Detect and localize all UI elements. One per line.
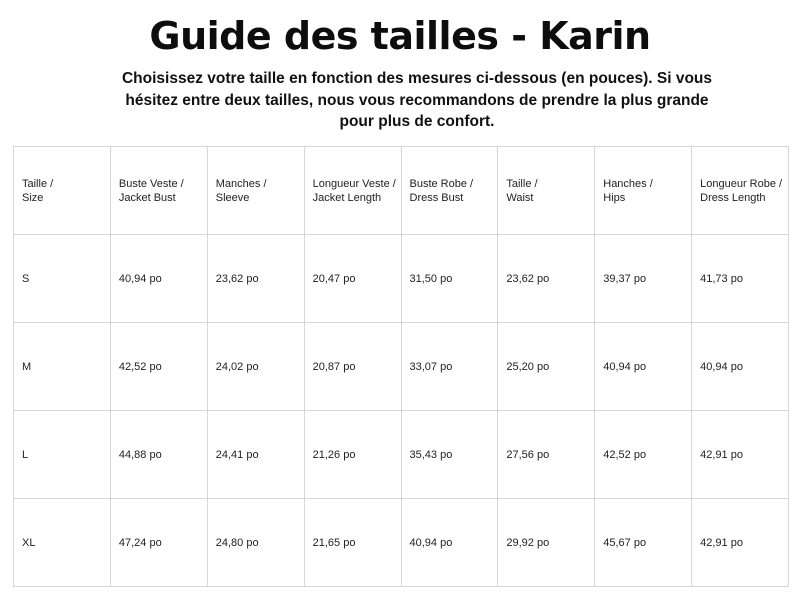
header-jacket-bust bbox=[110, 147, 207, 235]
header-label-fr: Taille / bbox=[506, 177, 538, 190]
page-subtitle: Choisissez votre taille en fonction des mesures ci-dessous (en pouces). Si vous hésitez entre deux tailles, nous vous recommandons de prendre la plus grande pour plus de confort. bbox=[121, 70, 713, 130]
table-row-m bbox=[14, 323, 789, 411]
cell-sleeve: 24,02 po bbox=[207, 323, 304, 411]
cell-dress-bust: 33,07 po bbox=[401, 323, 498, 411]
table-body bbox=[14, 235, 789, 587]
cell-jacket-length: 21,26 po bbox=[304, 411, 401, 499]
header-label-en: Jacket Bust bbox=[118, 191, 176, 204]
cell-jacket-bust: 42,52 po bbox=[110, 323, 207, 411]
table-row-l bbox=[14, 411, 789, 499]
page-title: Guide des tailles - Karin bbox=[149, 14, 651, 58]
cell-size: L bbox=[14, 411, 111, 499]
table-header bbox=[14, 147, 789, 235]
cell-dress-length: 40,94 po bbox=[692, 323, 789, 411]
cell-hips: 45,67 po bbox=[595, 499, 692, 587]
header-label-en: Sleeve bbox=[215, 191, 250, 204]
header-label-en: Size bbox=[22, 191, 44, 204]
cell-size: M bbox=[14, 323, 111, 411]
header-label-en: Dress Length bbox=[700, 191, 766, 204]
header-label-fr: Buste Robe / bbox=[409, 177, 474, 190]
header-jacket-length bbox=[304, 147, 401, 235]
header-row bbox=[14, 147, 789, 235]
cell-jacket-bust: 44,88 po bbox=[110, 411, 207, 499]
header-dress-bust bbox=[401, 147, 498, 235]
cell-hips: 42,52 po bbox=[595, 411, 692, 499]
cell-waist: 29,92 po bbox=[498, 499, 595, 587]
cell-size: XL bbox=[14, 499, 111, 587]
header-label-en: Hips bbox=[603, 191, 626, 204]
header-sleeve bbox=[207, 147, 304, 235]
cell-dress-length: 42,91 po bbox=[692, 499, 789, 587]
header-hips bbox=[595, 147, 692, 235]
header-label-en: Dress Bust bbox=[409, 191, 464, 204]
cell-jacket-bust: 40,94 po bbox=[110, 235, 207, 323]
header-label-fr: Manches / bbox=[215, 177, 267, 190]
header-dress-length bbox=[692, 147, 789, 235]
cell-sleeve: 23,62 po bbox=[207, 235, 304, 323]
header-label-fr: Hanches / bbox=[603, 177, 653, 190]
size-chart-table bbox=[13, 146, 789, 587]
cell-dress-length: 41,73 po bbox=[692, 235, 789, 323]
cell-jacket-length: 20,87 po bbox=[304, 323, 401, 411]
cell-hips: 40,94 po bbox=[595, 323, 692, 411]
table-row-s bbox=[14, 235, 789, 323]
header-size bbox=[14, 147, 111, 235]
cell-dress-bust: 35,43 po bbox=[401, 411, 498, 499]
cell-hips: 39,37 po bbox=[595, 235, 692, 323]
header-waist bbox=[498, 147, 595, 235]
header-label-fr: Taille / bbox=[22, 177, 54, 190]
cell-waist: 23,62 po bbox=[498, 235, 595, 323]
cell-sleeve: 24,41 po bbox=[207, 411, 304, 499]
table-row-xl bbox=[14, 499, 789, 587]
cell-sleeve: 24,80 po bbox=[207, 499, 304, 587]
cell-jacket-length: 21,65 po bbox=[304, 499, 401, 587]
header-label-en: Jacket Length bbox=[312, 191, 382, 204]
header-label-fr: Buste Veste / bbox=[118, 177, 184, 190]
header-label-fr: Longueur Robe / bbox=[700, 177, 783, 190]
cell-size: S bbox=[14, 235, 111, 323]
cell-dress-length: 42,91 po bbox=[692, 411, 789, 499]
header-label-fr: Longueur Veste / bbox=[312, 177, 396, 190]
cell-dress-bust: 40,94 po bbox=[401, 499, 498, 587]
header-label-en: Waist bbox=[506, 191, 534, 204]
cell-dress-bust: 31,50 po bbox=[401, 235, 498, 323]
cell-jacket-bust: 47,24 po bbox=[110, 499, 207, 587]
cell-waist: 27,56 po bbox=[498, 411, 595, 499]
cell-jacket-length: 20,47 po bbox=[304, 235, 401, 323]
cell-waist: 25,20 po bbox=[498, 323, 595, 411]
